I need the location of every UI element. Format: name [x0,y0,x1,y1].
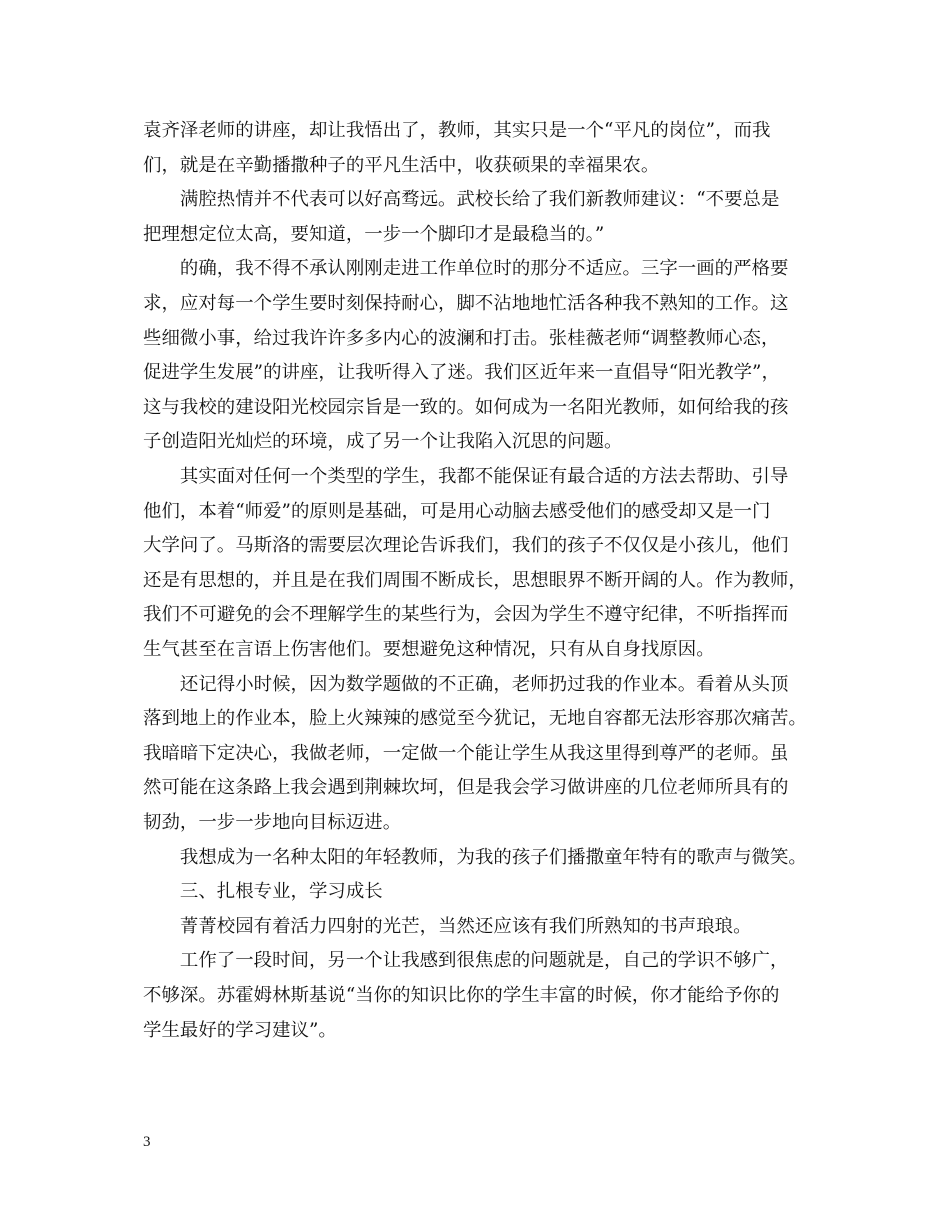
text-line: 菁菁校园有着活力四射的光芒，当然还应该有我们所熟知的书声琅琅。 [143,915,752,937]
text-line: 这与我校的建设阳光校园宗旨是一致的。如何成为一名阳光教师，如何给我的孩 [143,396,789,418]
page-number: 3 [143,1134,151,1150]
text-line: 三、扎根专业，学习成长 [143,881,383,903]
text-line: 我想成为一名种太阳的年轻教师，为我的孩子们播撒童年特有的歌声与微笑。 [143,846,807,868]
text-line: 我们不可避免的会不理解学生的某些行为，会因为学生不遵守纪律，不听指挥而 [143,604,789,626]
text-line: 不够深。苏霍姆林斯基说“当你的知识比你的学生丰富的时候，你才能给予你的 [143,985,780,1006]
text-line: 促进学生发展”的讲座，让我听得入了迷。我们区近年来一直倡导“阳光教学”， [143,362,780,384]
text-line: 落到地上的作业本，脸上火辣辣的感觉至今犹记，无地自容都无法形容那次痛苦。 [143,708,807,730]
text-line: 生气甚至在言语上伤害他们。要想避免这种情况，只有从自身找原因。 [143,639,715,660]
text-line: 学生最好的学习建议”。 [143,1019,337,1041]
text-line: 还是有思想的，并且是在我们周围不断成长，思想眼界不断开阔的人。作为教师， [143,569,807,591]
text-line: 袁齐泽老师的讲座，却让我悟出了，教师，其实只是一个“平凡的岗位”，而我 [143,120,771,141]
text-line: 些细微小事，给过我许许多多内心的波澜和打击。张桂薇老师“调整教师心态， [143,327,780,349]
text-line: 韧劲，一步一步地向目标迈进。 [143,812,402,833]
text-line: 们，就是在辛勤播撒种子的平凡生活中，收获硕果的幸福果农。 [143,154,660,176]
text-line: 把理想定位太高，要知道，一步一个脚印才是最稳当的。” [143,223,605,245]
text-line: 满腔热情并不代表可以好高骛远。武校长给了我们新教师建议：“不要总是 [143,189,780,211]
text-line: 工作了一段时间，另一个让我感到很焦虑的问题就是，自己的学识不够广， [143,950,789,972]
text-line: 然可能在这条路上我会遇到荆棘坎坷，但是我会学习做讲座的几位老师所具有的 [143,777,789,799]
text-line: 其实面对任何一个类型的学生，我都不能保证有最合适的方法去帮助、引导 [143,466,789,487]
text-line: 我暗暗下定决心，我做老师，一定做一个能让学生从我这里得到尊严的老师。虽 [143,742,789,764]
text-line: 他们，本着“师爱”的原则是基础，可是用心动脑去感受他们的感受却又是一门 [143,500,771,522]
text-line: 的确，我不得不承认刚刚走进工作单位时的那分不适应。三字一画的严格要 [143,258,789,280]
text-line: 大学问了。马斯洛的需要层次理论告诉我们，我们的孩子不仅仅是小孩儿，他们 [143,535,789,557]
text-line: 还记得小时候，因为数学题做的不正确，老师扔过我的作业本。看着从头顶 [143,673,789,695]
text-line: 子创造阳光灿烂的环境，成了另一个让我陷入沉思的问题。 [143,431,623,453]
text-line: 求，应对每一个学生要时刻保持耐心，脚不沾地地忙活各种我不熟知的工作。这 [143,293,789,314]
